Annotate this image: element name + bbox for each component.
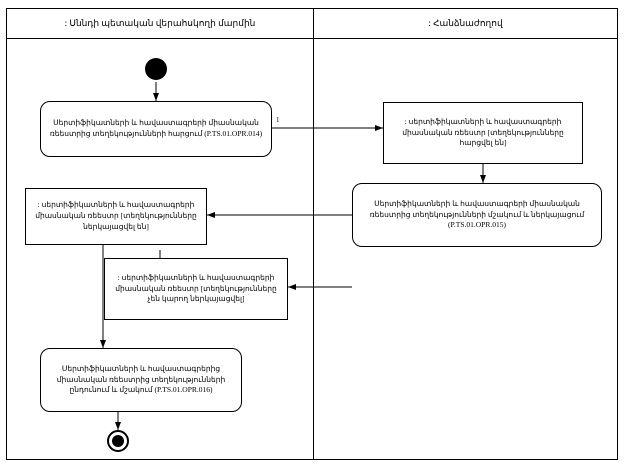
lane-header-divider xyxy=(6,38,618,39)
initial-node xyxy=(145,58,167,80)
action-process-and-present[interactable]: Սերտիֆիկատների և հավաստագրերի միասնական ռեեստրից տեղեկությունների մշակում և ներկայացում (P.TS.01.OPR.015) xyxy=(352,183,602,247)
final-node xyxy=(107,430,129,452)
edge-label-1: 1 xyxy=(276,116,280,124)
object-registry-not-presentable[interactable]: : սերտիֆիկատների և հավաստագրերի միասնական ռեեստր [տեղեկությունները չեն կարող ներկայացվել] xyxy=(104,258,288,320)
action-receive-and-process[interactable]: Սերտիֆիկատների և հավաստագրերից միասնական ռեեստրից տեղեկությունների ընդունում և մշակում (P.TS.01.OPR.016) xyxy=(40,348,242,412)
action-request-info[interactable]: Սերտիֆիկատների և հավաստագրերի միասնական ռեեստրից տեղեկությունների հարցում (P.TS.01.OPR.014) xyxy=(40,101,272,157)
swimlane-divider xyxy=(313,8,314,460)
lane-title-right: : Հանձնաժողով xyxy=(428,18,503,28)
object-registry-presented[interactable]: : սերտիֆիկատների և հավաստագրերի միասնական ռեեստր [տեղեկությունները ներկայացվել են] xyxy=(25,188,207,245)
object-registry-requested[interactable]: : սերտիֆիկատների և հավաստագրերի միասնական ռեեստր [տեղեկությունները հարցվել են] xyxy=(383,102,583,164)
lane-title-left: : Սննդի պետական վերահսկողի մարմին xyxy=(64,18,256,28)
